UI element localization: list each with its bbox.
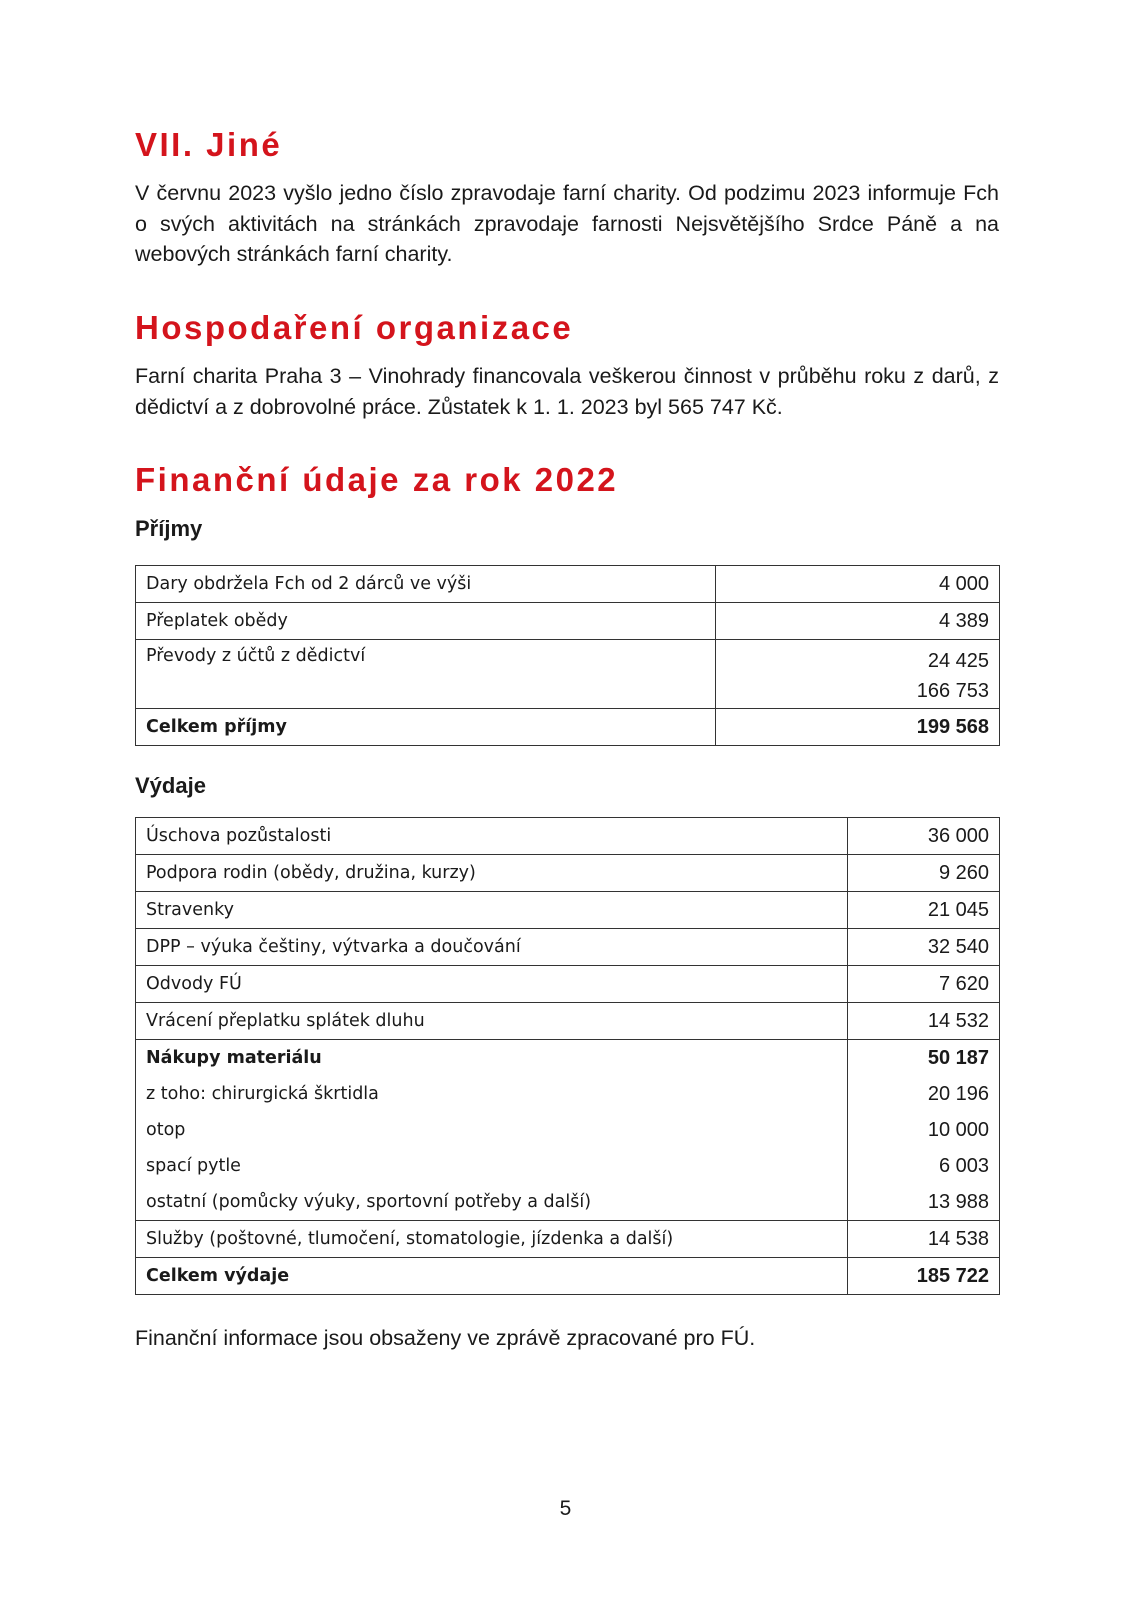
row-label: z toho: chirurgická škrtidla	[136, 1076, 848, 1112]
row-label: ostatní (pomůcky výuky, sportovní potřeby a další)	[136, 1184, 848, 1221]
row-label: Přeplatek obědy	[136, 603, 716, 640]
row-label: Celkem výdaje	[136, 1258, 848, 1295]
table-row	[136, 892, 1000, 929]
row-label: otop	[136, 1112, 848, 1148]
income-table	[135, 565, 1000, 746]
table-row-sub	[136, 1148, 1000, 1184]
table-row	[136, 1221, 1000, 1258]
row-label: Vrácení přeplatku splátek dluhu	[136, 1003, 848, 1040]
table-row-sub	[136, 1112, 1000, 1148]
table-row	[136, 1003, 1000, 1040]
row-value: 199 568	[716, 709, 1000, 746]
row-value-secondary: 166 753	[916, 680, 989, 702]
row-value: 14 532	[848, 1003, 1000, 1040]
row-label: Dary obdržela Fch od 2 dárců ve výši	[136, 566, 716, 603]
row-value: 14 538	[848, 1221, 1000, 1258]
row-label: Podpora rodin (obědy, družina, kurzy)	[136, 855, 848, 892]
income-heading: Příjmy	[135, 516, 203, 541]
row-value: 9 260	[848, 855, 1000, 892]
table-row	[136, 640, 1000, 709]
row-value: 7 620	[848, 966, 1000, 1003]
row-label: Služby (poštovné, tlumočení, stomatologie, jízdenka a další)	[136, 1221, 848, 1258]
row-label: Úschova pozůstalosti	[136, 818, 848, 855]
row-value: 32 540	[848, 929, 1000, 966]
expenses-heading: Výdaje	[135, 773, 206, 798]
row-value: 6 003	[848, 1148, 1000, 1184]
row-label: Nákupy materiálu	[136, 1040, 848, 1077]
heading-finance: Finanční údaje za rok 2022	[135, 461, 619, 498]
table-row	[136, 1040, 1000, 1077]
row-label: DPP – výuka češtiny, výtvarka a doučování	[136, 929, 848, 966]
row-label: spací pytle	[136, 1148, 848, 1184]
table-row-sub	[136, 1076, 1000, 1112]
table-row	[136, 603, 1000, 640]
row-value: 36 000	[848, 818, 1000, 855]
table-row	[136, 566, 1000, 603]
page-number: 5	[559, 1497, 572, 1520]
table-row	[136, 966, 1000, 1003]
row-value: 185 722	[848, 1258, 1000, 1295]
finance-footnote: Finanční informace jsou obsaženy ve zprávě zpracované pro FÚ.	[135, 1326, 756, 1350]
row-label: Převody z účtů z dědictví	[136, 640, 716, 709]
table-row-total	[136, 709, 1000, 746]
row-label: Celkem příjmy	[136, 709, 716, 746]
row-value: 13 988	[848, 1184, 1000, 1221]
row-value-multi	[716, 640, 1000, 709]
expenses-table	[135, 817, 1000, 1295]
row-value: 24 425	[927, 650, 989, 672]
row-value: 20 196	[848, 1076, 1000, 1112]
row-value: 50 187	[848, 1040, 1000, 1077]
row-value: 4 389	[716, 603, 1000, 640]
paragraph-management: Farní charita Praha 3 – Vinohrady financovala veškerou činnost v průběhu roku z darů, z dědictví a z dobrovolné práce. Zůstatek k 1. 1. 2023 byl 565 747 Kč.	[135, 364, 999, 419]
row-label: Odvody FÚ	[136, 966, 848, 1003]
row-label: Stravenky	[136, 892, 848, 929]
table-row	[136, 855, 1000, 892]
row-value: 21 045	[848, 892, 1000, 929]
paragraph-other: V červnu 2023 vyšlo jedno číslo zpravodaje farní charity. Od podzimu 2023 informuje Fch o svých aktivitách na stránkách zpravodaje farnosti Nejsvětějšího Srdce Páně a na webových stránkách farní charity.	[135, 181, 999, 266]
table-row	[136, 818, 1000, 855]
heading-other: VII. Jiné	[135, 126, 283, 163]
table-row-total	[136, 1258, 1000, 1295]
row-value: 10 000	[848, 1112, 1000, 1148]
heading-management: Hospodaření organizace	[135, 309, 574, 346]
table-row	[136, 929, 1000, 966]
table-row-sub	[136, 1184, 1000, 1221]
row-value: 4 000	[716, 566, 1000, 603]
